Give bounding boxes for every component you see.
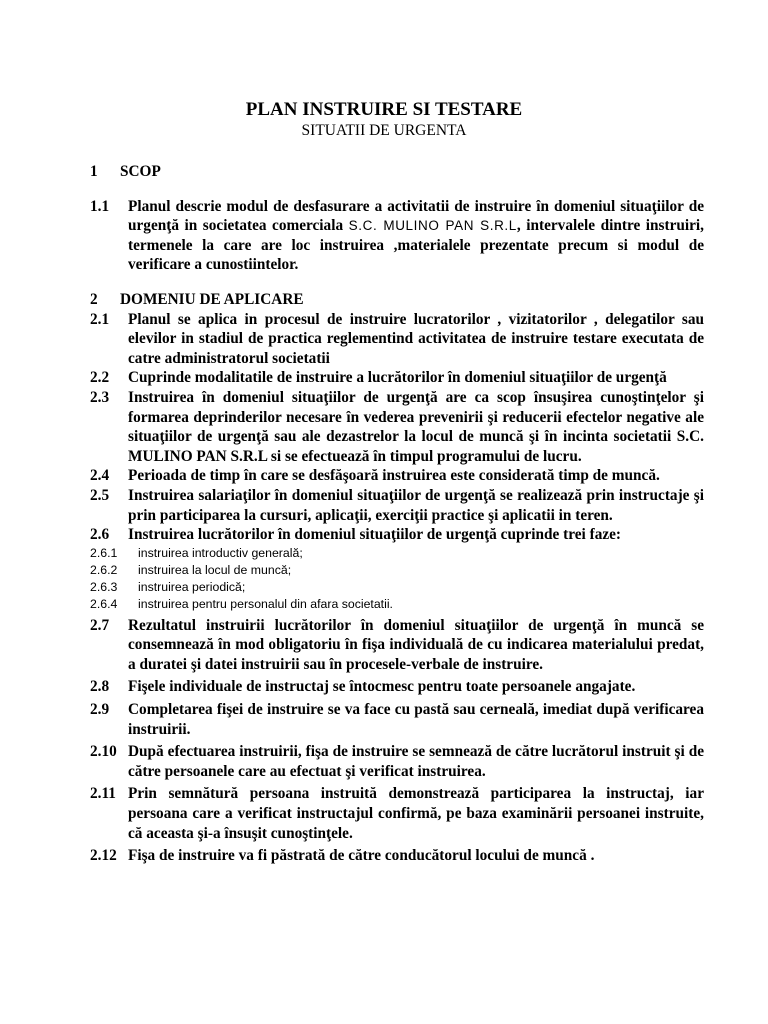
paragraph-item xyxy=(90,197,704,275)
item-number: 2.3 xyxy=(90,388,110,406)
paragraph-item xyxy=(90,310,704,369)
section-title: DOMENIU DE APLICARE xyxy=(120,290,304,308)
sub-item xyxy=(90,562,704,579)
paragraph-item xyxy=(90,677,704,697)
sub-item-number: 2.6.1 xyxy=(90,545,118,560)
item-text: Instruirea în domeniul situaţiilor de urgenţă are ca scop însuşirea cunoştinţelor şi formarea deprinderilor necesare în vederea prevenirii şi reducerii efectelor negative ale situaţiilor de urgenţă sau ale dezastrelor la locul de muncă şi în incinta societatii S.C. MULINO PAN S.R.L si se efectuează în timpul programului de lucru. xyxy=(128,388,704,465)
document-body xyxy=(90,162,704,866)
item-text: Prin semnătură persoana instruită demonstrează participarea la instructaj, iar persoana care a verificat instructajul confirmă, pe baza examinării persoanei instruite, că aceasta şi-a însuşit cunoştinţele. xyxy=(128,785,704,842)
paragraph-item xyxy=(90,846,704,866)
item-text: Completarea fişei de instruire se va face cu pastă sau cerneală, imediat după verificarea instruirii. xyxy=(128,701,704,738)
sub-item-number: 2.6.2 xyxy=(90,562,118,577)
item-number: 2.12 xyxy=(90,847,117,865)
item-number: 2.1 xyxy=(90,310,110,328)
item-number: 2.11 xyxy=(90,785,116,803)
paragraph-item xyxy=(90,388,704,466)
item-text-part: Planul descrie modul de desfasurare a activitatii de instruire în domeniul situaţiilor de urgenţă in societatea comerciala xyxy=(128,197,704,235)
item-number: 2.10 xyxy=(90,743,117,761)
paragraph-item xyxy=(90,525,704,545)
item-text: Fişa de instruire va fi păstrată de către conducătorul locului de muncă . xyxy=(128,847,595,865)
item-text: Rezultatul instruirii lucrătorilor în domeniul situaţiilor de urgenţă în muncă se consemnează în mod obligatoriu în fişa individuală de cu indicarea materialului predat, a duratei şi datei instruirii sau în procesele-verbale de instruire. xyxy=(128,616,704,673)
sub-item xyxy=(90,545,704,562)
item-number: 2.2 xyxy=(90,369,110,387)
document-subtitle: SITUATII DE URGENTA xyxy=(301,122,467,139)
sub-item-number: 2.6.4 xyxy=(90,596,118,611)
item-text: Planul se aplica in procesul de instruire lucratorilor , vizitatorilor , delegatilor sau elevilor in stadiul de practica reglementind activitatea de instruire testare executata de catre administratorul societatii xyxy=(128,310,704,367)
item-number: 2.8 xyxy=(90,678,110,696)
item-text: După efectuarea instruirii, fişa de instruire se semnează de către lucrătorul instruit şi de către persoanele care au efectuat şi verificat instruirea. xyxy=(128,743,704,780)
item-number: 2.5 xyxy=(90,486,110,504)
item-text: Instruirea lucrătorilor în domeniul situaţiilor de urgenţă cuprinde trei faze: xyxy=(128,526,622,544)
sub-item-text: instruirea introductiv generală; xyxy=(138,545,303,560)
sub-item xyxy=(90,596,704,613)
section-number: 2 xyxy=(90,290,98,308)
sub-item-text: instruirea la locul de muncă; xyxy=(138,562,292,577)
item-text xyxy=(128,197,704,275)
item-text: Cuprinde modalitatile de instruire a lucrătorilor în domeniul situaţiilor de urgenţă xyxy=(128,369,667,387)
paragraph-item xyxy=(90,486,704,525)
item-number: 2.9 xyxy=(90,701,110,719)
item-text: Instruirea salariaţilor în domeniul situaţiilor de urgenţă se realizează prin instructaje şi prin participarea la cursuri, aplicaţii, exerciţii practice şi aplicatii in teren. xyxy=(128,486,704,524)
section-number: 1 xyxy=(90,163,98,180)
sub-item-text: instruirea periodică; xyxy=(138,579,246,594)
sub-item-text: instruirea pentru personalul din afara societatii. xyxy=(138,596,393,611)
item-number: 2.6 xyxy=(90,526,110,544)
item-number: 2.4 xyxy=(90,467,110,485)
paragraph-item xyxy=(90,742,704,781)
item-text: Perioada de timp în care se desfăşoară instruirea este considerată timp de muncă. xyxy=(128,467,660,485)
document-title: PLAN INSTRUIRE SI TESTARE xyxy=(245,99,523,120)
paragraph-item xyxy=(90,616,704,675)
paragraph-item xyxy=(90,368,704,388)
sub-item xyxy=(90,579,704,596)
section-heading xyxy=(90,290,704,310)
section-heading xyxy=(90,162,704,182)
paragraph-item xyxy=(90,784,704,843)
item-text-part: , intervalele dintre instruiri, termenele la care are loc instruirea ,materialele prezentate precum si modul de verificare a cunostiintelor. xyxy=(128,217,704,274)
item-number: 1.1 xyxy=(90,197,110,215)
sub-item-number: 2.6.3 xyxy=(90,579,118,594)
paragraph-item xyxy=(90,700,704,739)
company-name: S.C. MULINO PAN S.R.L xyxy=(348,218,517,234)
item-text: Fişele individuale de instructaj se întocmesc pentru toate persoanele angajate. xyxy=(128,678,636,696)
section-title: SCOP xyxy=(120,163,161,180)
paragraph-item xyxy=(90,466,704,486)
item-number: 2.7 xyxy=(90,616,110,634)
